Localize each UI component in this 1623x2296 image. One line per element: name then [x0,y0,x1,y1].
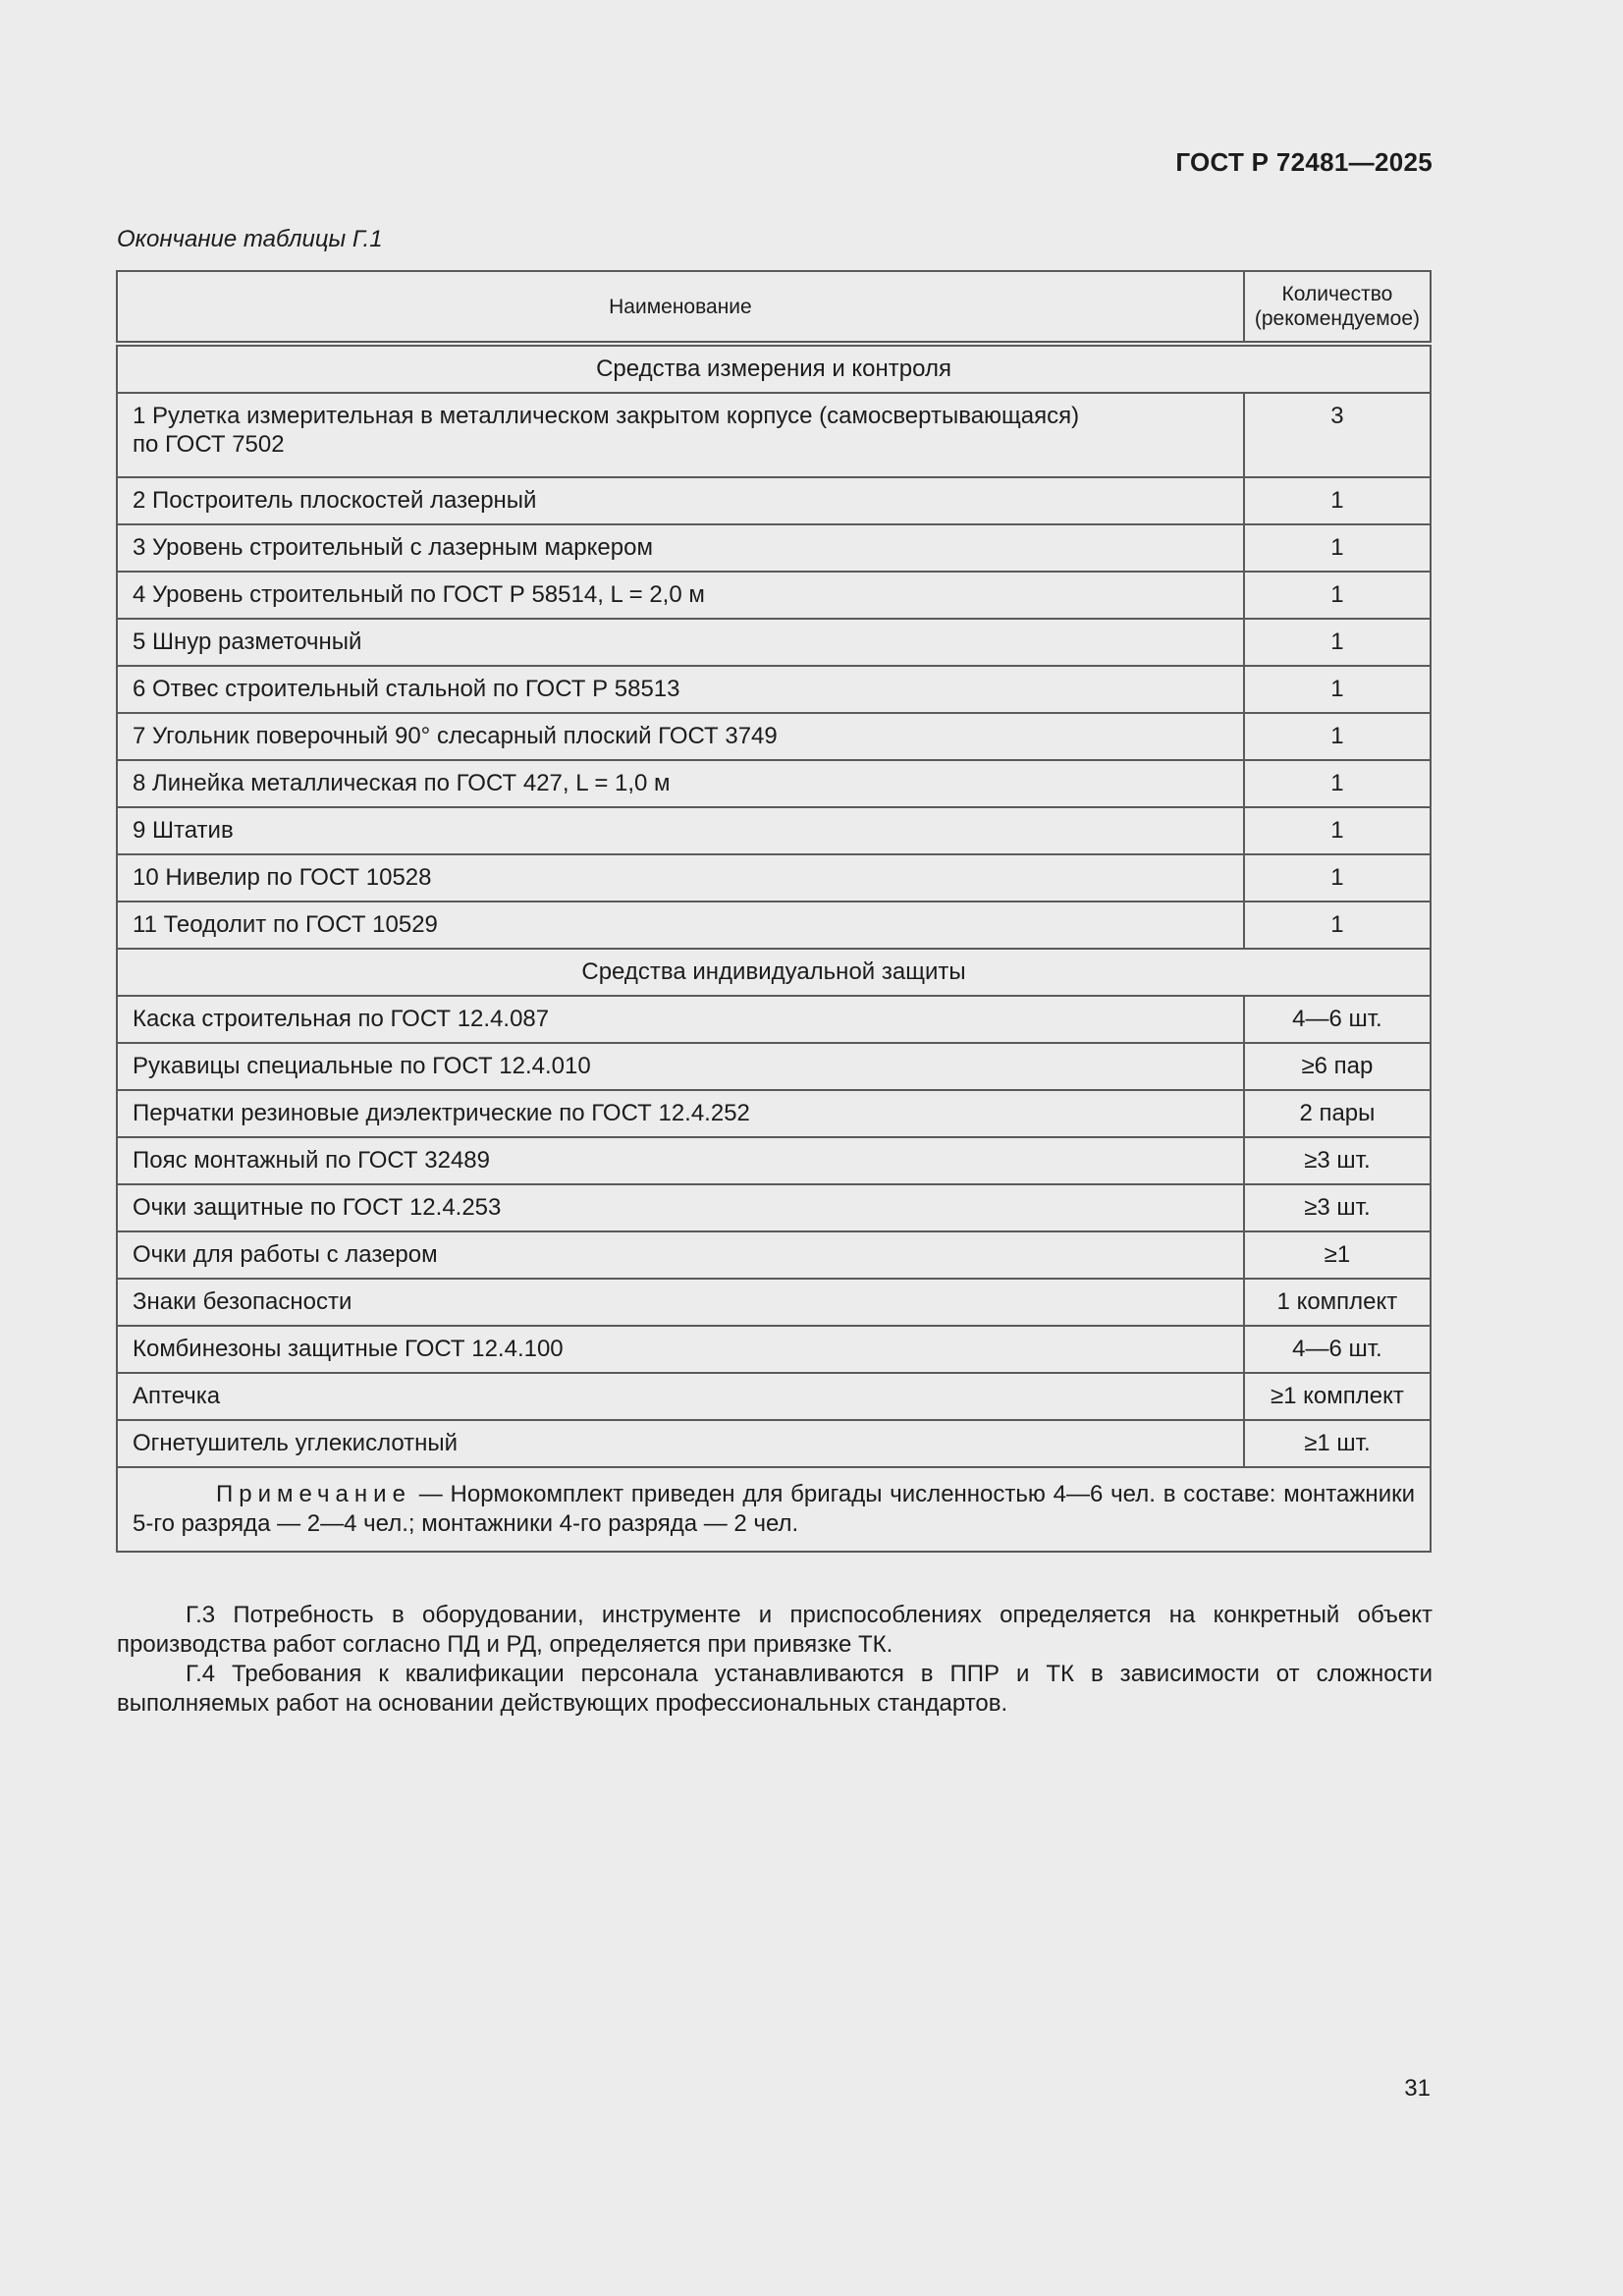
item-quantity: 1 [1244,713,1431,760]
table-row [117,760,1431,807]
item-quantity: 1 [1244,807,1431,854]
section-header-protection: Средства индивидуальной защиты [117,949,1431,996]
item-name: Очки защитные по ГОСТ 12.4.253 [117,1184,1244,1231]
table-caption: Окончание таблицы Г.1 [117,226,383,252]
table-row [117,713,1431,760]
item-name: Перчатки резиновые диэлектрические по ГОСТ 12.4.252 [117,1090,1244,1137]
item-quantity: ≥1 комплект [1244,1373,1431,1420]
item-quantity: 4—6 шт. [1244,1326,1431,1373]
section-header-measurement: Средства измерения и контроля [117,344,1431,393]
item-quantity: ≥3 шт. [1244,1184,1431,1231]
page-number: 31 [1404,2075,1431,2102]
table-row [117,996,1431,1043]
item-quantity: 1 [1244,572,1431,619]
table-row [117,524,1431,572]
item-name: 9 Штатив [117,807,1244,854]
table-row [117,572,1431,619]
item-name [117,393,1244,477]
item-quantity: 2 пары [1244,1090,1431,1137]
note-label: Примечание [216,1481,411,1507]
table-row [117,619,1431,666]
item-name: Рукавицы специальные по ГОСТ 12.4.010 [117,1043,1244,1090]
item-name: 7 Угольник поверочный 90° слесарный плоский ГОСТ 3749 [117,713,1244,760]
table-row [117,807,1431,854]
item-name: 5 Шнур разметочный [117,619,1244,666]
document-code: ГОСТ Р 72481—2025 [1175,147,1433,177]
body-text [117,1601,1433,1719]
item-name: 6 Отвес строительный стальной по ГОСТ Р 58513 [117,666,1244,713]
item-name: Знаки безопасности [117,1279,1244,1326]
column-header-quantity-line1: Количество [1281,283,1393,305]
item-name: Очки для работы с лазером [117,1231,1244,1279]
item-quantity: 1 [1244,854,1431,902]
item-quantity: 1 [1244,760,1431,807]
item-name: Пояс монтажный по ГОСТ 32489 [117,1137,1244,1184]
item-name-line2: по ГОСТ 7502 [133,431,285,458]
column-header-quantity-line2: (рекомендуемое) [1254,307,1420,330]
paragraph-g4: Г.4 Требования к квалификации персонала устанавливаются в ППР и ТК в зависимости от сложности выполняемых работ на основании действующих профессиональных стандартов. [117,1661,1433,1717]
equipment-table [116,270,1432,1553]
table-row [117,1231,1431,1279]
column-header-quantity [1244,271,1431,344]
note-row [117,1467,1431,1552]
table-row [117,1373,1431,1420]
item-quantity: 1 [1244,666,1431,713]
table-row [117,1090,1431,1137]
item-name: 2 Построитель плоскостей лазерный [117,477,1244,524]
item-name: 11 Теодолит по ГОСТ 10529 [117,902,1244,949]
item-name: Огнетушитель углекислотный [117,1420,1244,1467]
item-quantity: ≥1 [1244,1231,1431,1279]
item-quantity: 1 [1244,619,1431,666]
table-row [117,477,1431,524]
item-quantity: ≥1 шт. [1244,1420,1431,1467]
paragraph-g3: Г.3 Потребность в оборудовании, инструменте и приспособлениях определяется на конкретный объект производства работ согласно ПД и РД, определяется при привязке ТК. [117,1602,1433,1658]
table-row [117,1137,1431,1184]
table-note [117,1467,1431,1552]
table-row [117,1326,1431,1373]
table-row [117,666,1431,713]
column-header-name: Наименование [117,271,1244,344]
table-row [117,393,1431,477]
item-quantity: 1 [1244,477,1431,524]
item-name: Комбинезоны защитные ГОСТ 12.4.100 [117,1326,1244,1373]
table-row [117,1043,1431,1090]
note-text: — Нормокомплект приведен для бригады численностью 4—6 чел. в составе: монтажники 5-го разряда — 2—4 чел.; монтажники 4-го разряда — 2 чел. [133,1481,1415,1537]
item-name: Каска строительная по ГОСТ 12.4.087 [117,996,1244,1043]
table-row [117,1184,1431,1231]
table-row [117,854,1431,902]
item-quantity: 1 [1244,524,1431,572]
item-quantity: ≥6 пар [1244,1043,1431,1090]
item-quantity: 1 [1244,902,1431,949]
item-quantity: ≥3 шт. [1244,1137,1431,1184]
item-quantity: 1 комплект [1244,1279,1431,1326]
item-name: 8 Линейка металлическая по ГОСТ 427, L = 1,0 м [117,760,1244,807]
item-name: Аптечка [117,1373,1244,1420]
item-quantity: 3 [1244,393,1431,477]
item-quantity: 4—6 шт. [1244,996,1431,1043]
item-name: 3 Уровень строительный с лазерным маркером [117,524,1244,572]
table-row [117,1420,1431,1467]
item-name: 4 Уровень строительный по ГОСТ Р 58514, L = 2,0 м [117,572,1244,619]
table-header-row [117,271,1431,344]
item-name: 10 Нивелир по ГОСТ 10528 [117,854,1244,902]
table-row [117,1279,1431,1326]
item-name-line1: 1 Рулетка измерительная в металлическом закрытом корпусе (самосвертывающаяся) [133,403,1080,429]
table-row [117,902,1431,949]
